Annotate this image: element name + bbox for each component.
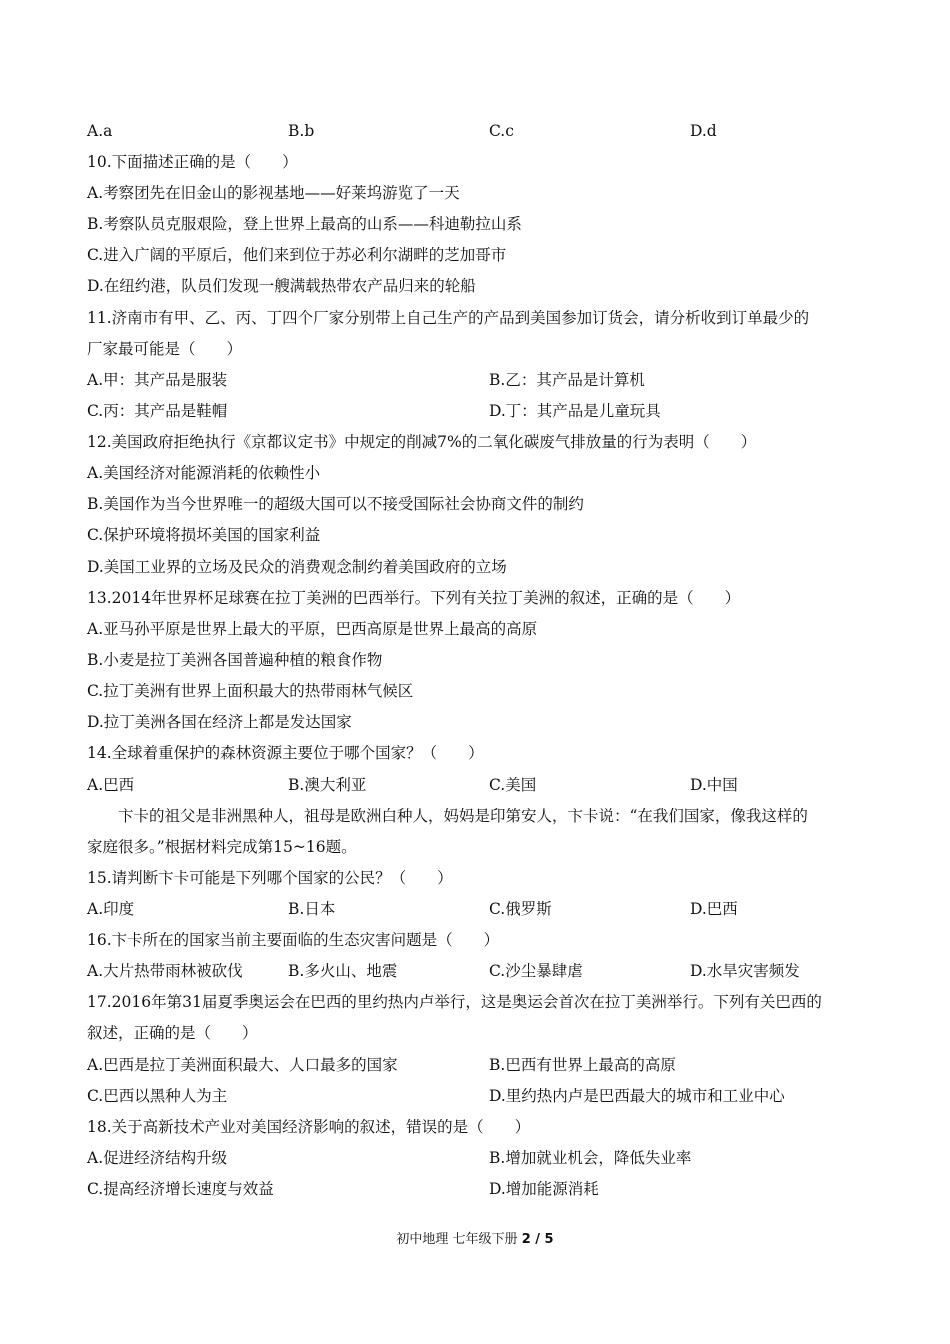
q17-stem-line2: 叙述，正确的是（ ） <box>87 1024 258 1042</box>
q18-option-c: C.提高经济增长速度与效益 <box>87 1180 274 1198</box>
q14-stem: 14.全球着重保护的森林资源主要位于哪个国家？（ ） <box>87 744 484 762</box>
q16-option-b: B.多火山、地震 <box>288 962 398 980</box>
q16-option-c: C.沙尘暴肆虐 <box>489 962 583 980</box>
q9-option-a: A.a <box>87 122 113 140</box>
q13-option-c: C.拉丁美洲有世界上面积最大的热带雨林气候区 <box>87 682 414 700</box>
q12-option-b: B.美国作为当今世界唯一的超级大国可以不接受国际社会协商文件的制约 <box>87 495 584 513</box>
material-line1: 卞卡的祖父是非洲黑种人，祖母是欧洲白种人，妈妈是印第安人，卞卡说：“在我们国家，像我这样的 <box>118 807 808 825</box>
q14-option-d: D.中国 <box>690 776 738 794</box>
q9-option-c: C.c <box>489 122 514 140</box>
q10-stem: 10.下面描述正确的是（ ） <box>87 153 298 171</box>
q14-option-a: A.巴西 <box>87 776 135 794</box>
q13-option-d: D.拉丁美洲各国在经济上都是发达国家 <box>87 713 352 731</box>
q10-option-a: A.考察团先在旧金山的影视基地——好莱坞游览了一天 <box>87 184 460 202</box>
q10-option-d: D.在纽约港，队员们发现一艘满载热带农产品归来的轮船 <box>87 277 476 295</box>
q16-option-a: A.大片热带雨林被砍伐 <box>87 962 243 980</box>
q14-option-b: B.澳大利亚 <box>288 776 367 794</box>
q11-option-c: C.丙：其产品是鞋帽 <box>87 402 228 420</box>
q12-option-c: C.保护环境将损坏美国的国家利益 <box>87 526 321 544</box>
q17-option-c: C.巴西以黑种人为主 <box>87 1087 228 1105</box>
q18-option-b: B.增加就业机会，降低失业率 <box>489 1149 692 1167</box>
q15-option-b: B.日本 <box>288 900 336 918</box>
q15-option-d: D.巴西 <box>690 900 738 918</box>
q13-stem: 13.2014年世界杯足球赛在拉丁美洲的巴西举行。下列有关拉丁美洲的叙述，正确的是（ ） <box>87 589 741 607</box>
q15-option-a: A.印度 <box>87 900 135 918</box>
footer-text: 初中地理 七年级下册 <box>396 1232 522 1247</box>
q11-stem-line1: 11.济南市有甲、乙、丙、丁四个厂家分别带上自己生产的产品到美国参加订货会，请分析收到订单最少的 <box>87 309 810 327</box>
material-line2: 家庭很多。”根据材料完成第15~16题。 <box>87 838 357 856</box>
q15-option-c: C.俄罗斯 <box>489 900 552 918</box>
q10-option-b: B.考察队员克服艰险，登上世界上最高的山系——科迪勒拉山系 <box>87 215 522 233</box>
q9-option-b: B.b <box>288 122 315 140</box>
q11-option-b: B.乙：其产品是计算机 <box>489 371 645 389</box>
q13-option-a: A.亚马孙平原是世界上最大的平原，巴西高原是世界上最高的高原 <box>87 620 538 638</box>
q18-stem: 18.关于高新技术产业对美国经济影响的叙述，错误的是（ ） <box>87 1118 531 1136</box>
q16-option-d: D.水旱灾害频发 <box>690 962 800 980</box>
q18-option-d: D.增加能源消耗 <box>489 1180 599 1198</box>
q11-option-a: A.甲：其产品是服装 <box>87 371 228 389</box>
q17-option-b: B.巴西有世界上最高的高原 <box>489 1056 676 1074</box>
q16-stem: 16.卞卡所在的国家当前主要面临的生态灾害问题是（ ） <box>87 931 500 949</box>
q12-option-a: A.美国经济对能源消耗的依赖性小 <box>87 464 321 482</box>
q11-stem-line2: 厂家最可能是（ ） <box>87 340 243 358</box>
q17-stem-line1: 17.2016年第31届夏季奥运会在巴西的里约热内卢举行，这是奥运会首次在拉丁美洲举行。下列有关巴西的 <box>87 993 822 1011</box>
page-number: 2 / 5 <box>521 1232 554 1247</box>
q14-option-c: C.美国 <box>489 776 537 794</box>
q12-stem: 12.美国政府拒绝执行《京都议定书》中规定的削减7%的二氧化碳废气排放量的行为表明（ ） <box>87 433 757 451</box>
q15-stem: 15.请判断卞卡可能是下列哪个国家的公民？（ ） <box>87 869 453 887</box>
q17-option-d: D.里约热内卢是巴西最大的城市和工业中心 <box>489 1087 785 1105</box>
q17-option-a: A.巴西是拉丁美洲面积最大、人口最多的国家 <box>87 1056 398 1074</box>
q9-option-d: D.d <box>690 122 717 140</box>
q12-option-d: D.美国工业界的立场及民众的消费观念制约着美国政府的立场 <box>87 558 507 576</box>
q18-option-a: A.促进经济结构升级 <box>87 1149 228 1167</box>
q11-option-d: D.丁：其产品是儿童玩具 <box>489 402 661 420</box>
q13-option-b: B.小麦是拉丁美洲各国普遍种植的粮食作物 <box>87 651 383 669</box>
q10-option-c: C.进入广阔的平原后，他们来到位于苏必利尔湖畔的芝加哥市 <box>87 246 507 264</box>
page-footer <box>0 1228 950 1247</box>
